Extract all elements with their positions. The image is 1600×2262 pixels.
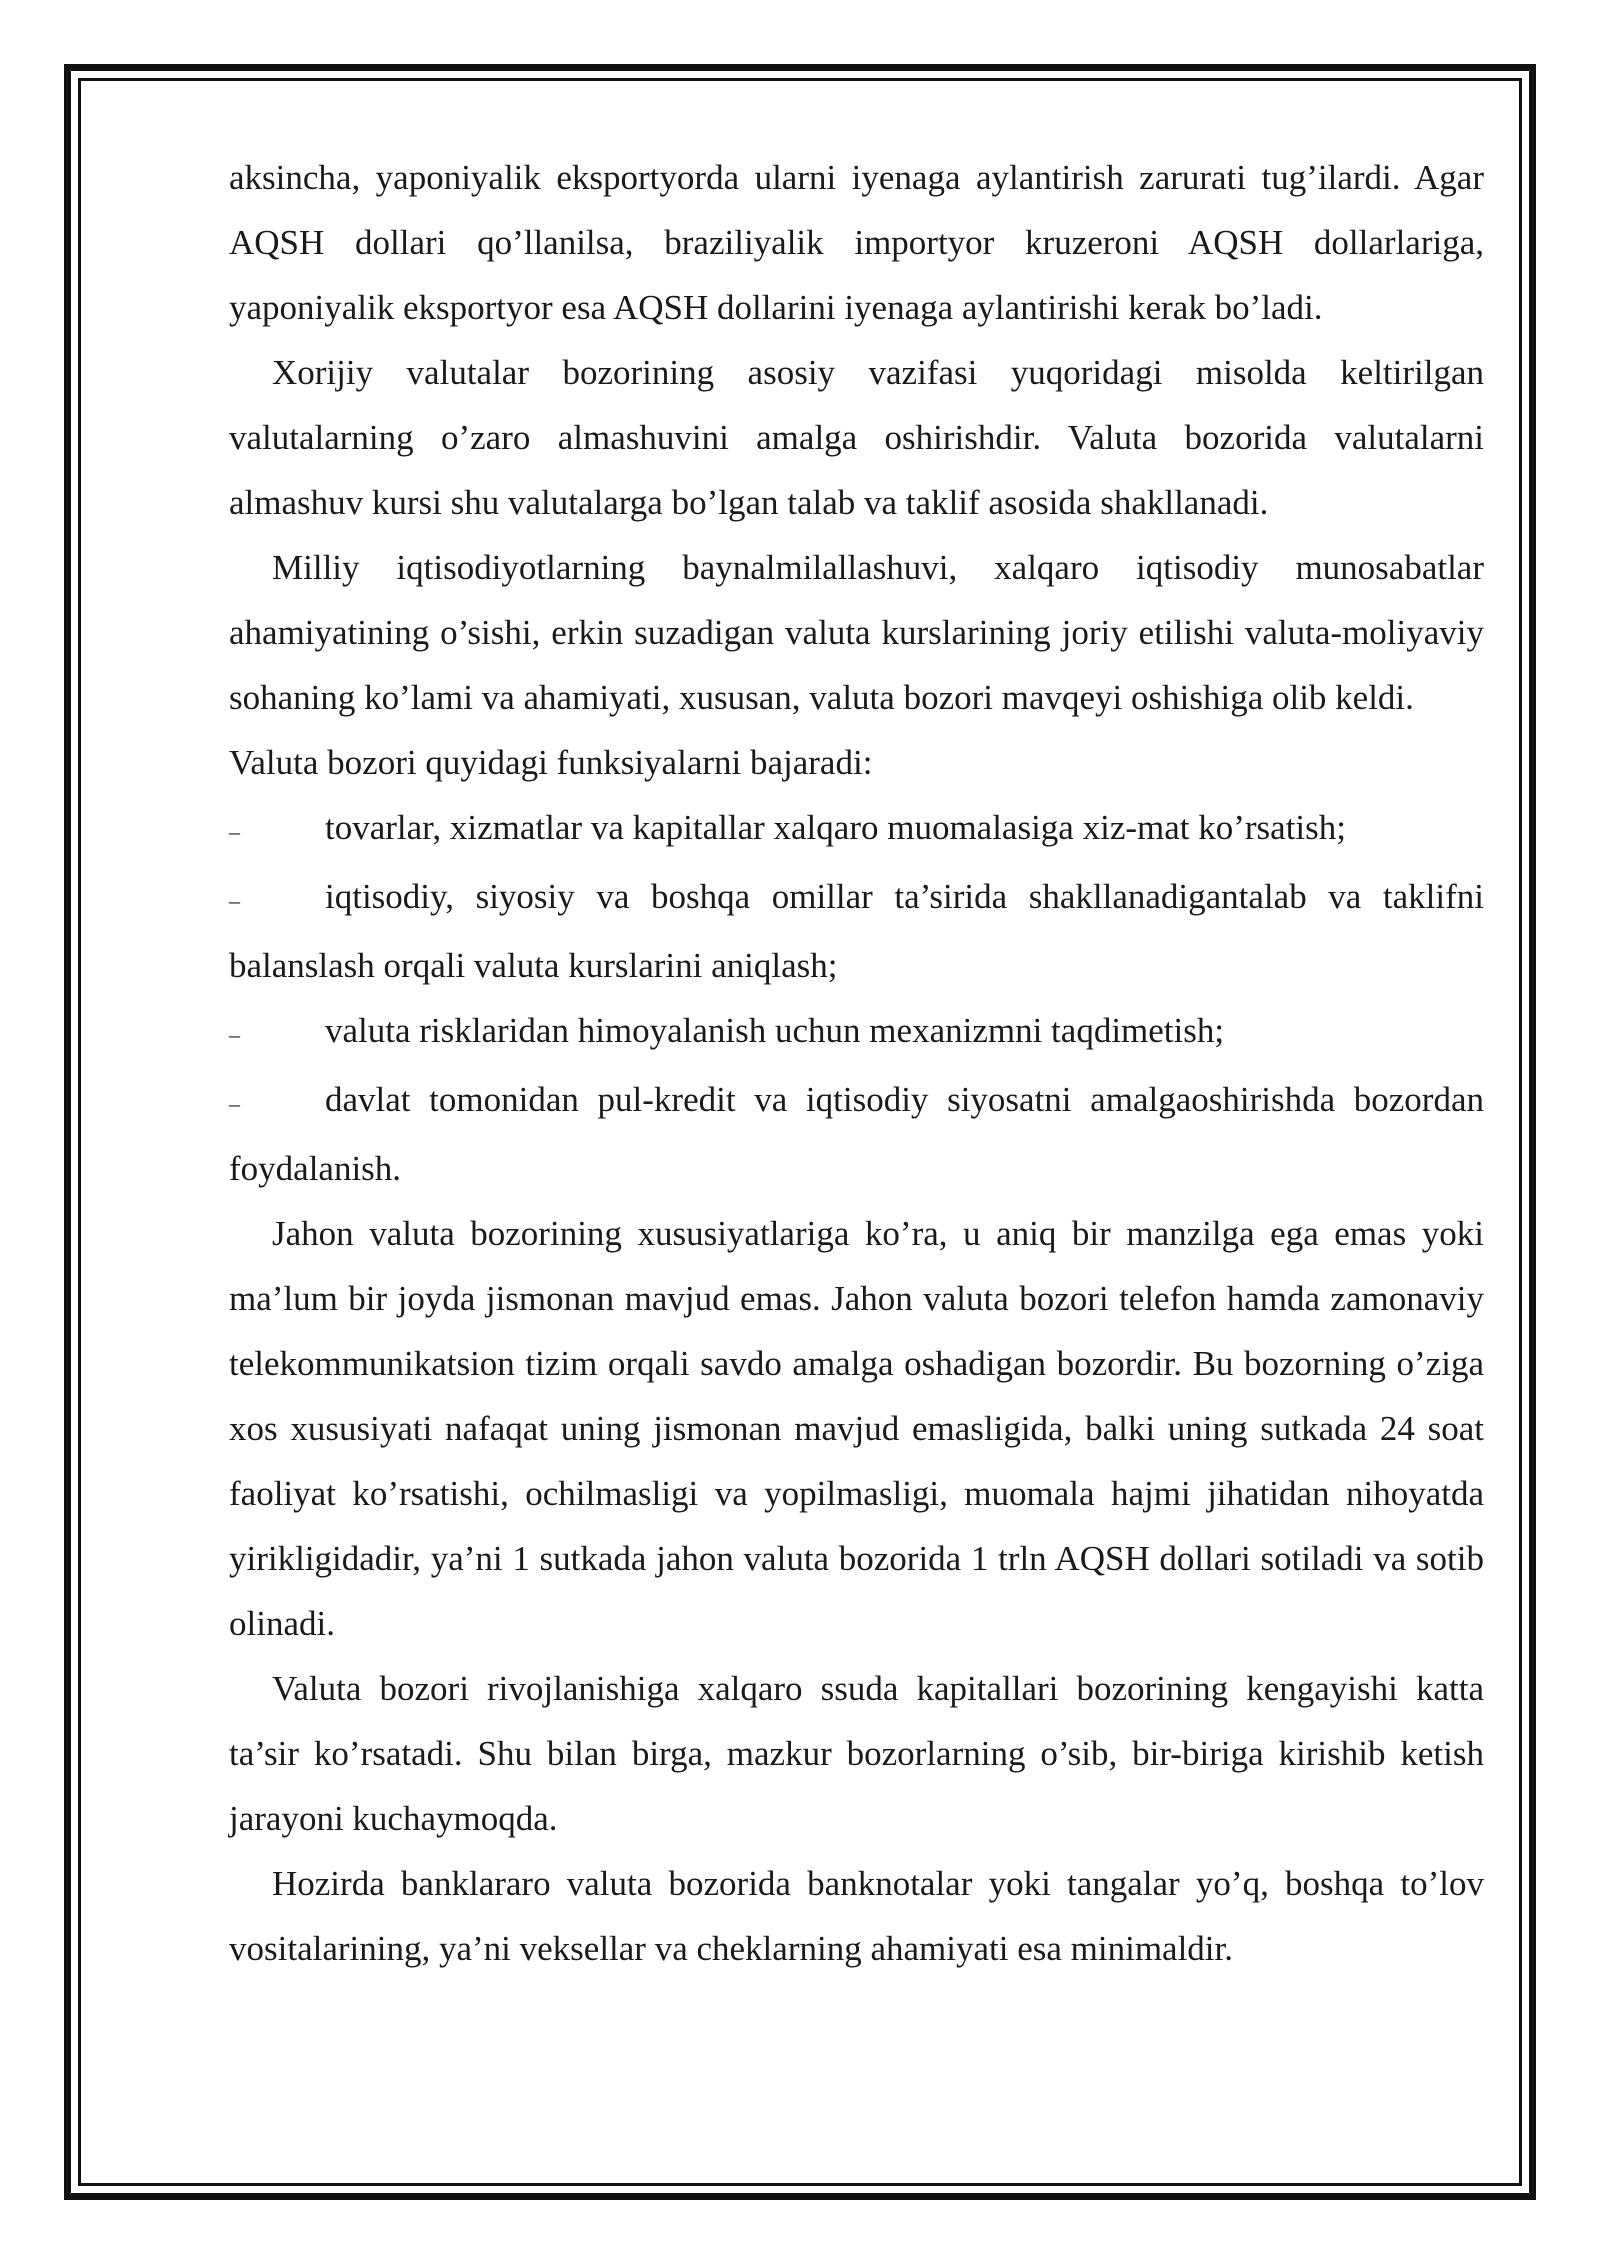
list-item bbox=[229, 1067, 1484, 1201]
list-item bbox=[229, 795, 1484, 864]
list-item-text: valuta risklaridan himoyalanish uchun mexanizmni taqdimetish; bbox=[325, 1011, 1225, 1050]
list-item bbox=[229, 998, 1484, 1067]
list-item-text: davlat tomonidan pul-kredit va iqtisodiy siyosatni amalgaoshirishda bozordan foydalanish. bbox=[229, 1080, 1484, 1188]
list-intro: Valuta bozori quyidagi funksiyalarni bajaradi: bbox=[229, 743, 873, 782]
paragraph-3: Milliy iqtisodiyotlarning baynalmilallashuvi, xalqaro iqtisodiy munosabatlar ahamiyatining o’sishi, erkin suzadigan valuta kurslarining joriy etilishi valuta-moliyaviy sohaning ko’lami va ahamiyati, xususan, valuta bozori mavqeyi oshishiga olib keldi. bbox=[229, 548, 1484, 717]
list-item-text: iqtisodiy, siyosiy va boshqa omillar ta’sirida shakllanadigantalab va taklifni balanslash orqali valuta kurslarini aniqlash; bbox=[229, 877, 1484, 985]
paragraph-2: Xorijiy valutalar bozorining asosiy vazifasi yuqoridagi misolda keltirilgan valutalarning o’zaro almashuvini amalga oshirishdir. Valuta bozorida valutalarni almashuv kursi shu valutalarga bo’lgan talab va taklif asosida shakllanadi. bbox=[229, 353, 1484, 522]
paragraph-7: Hozirda banklararo valuta bozorida banknotalar yoki tangalar yo’q, boshqa to’lov vositalarining, ya’ni veksellar va cheklarning ahamiyati esa minimaldir. bbox=[229, 1864, 1484, 1968]
dash-marker: – bbox=[229, 819, 240, 844]
paragraph-6: Valuta bozori rivojlanishiga xalqaro ssuda kapitallari bozorining kengayishi katta ta’sir ko’rsatadi. Shu bilan birga, mazkur bozorlarning o’sib, bir-biriga kirishib ketish jarayoni kuchaymoqda. bbox=[229, 1669, 1484, 1838]
list-item bbox=[229, 864, 1484, 998]
dash-marker: – bbox=[229, 1022, 240, 1047]
paragraph-1: aksincha, yaponiyalik eksportyorda ularni iyenaga aylantirish zarurati tug’ilardi. Agar AQSH dollari qo’llanilsa, braziliyalik importyor kruzeroni AQSH dollarlariga, yaponiyalik eksportyor esa AQSH dollarini iyenaga aylantirishi kerak bo’ladi. bbox=[229, 158, 1484, 327]
document-body bbox=[229, 145, 1484, 1981]
paragraph-5: Jahon valuta bozorining xususiyatlariga ko’ra, u aniq bir manzilga ega emas yoki ma’lum bir joyda jismonan mavjud emas. Jahon valuta bozori telefon hamda zamonaviy telekommunikatsion tizim orqali savdo amalga oshadigan bozordir. Bu bozorning o’ziga xos xususiyati nafaqat uning jismonan mavjud emasligida, balki uning sutkada 24 soat faoliyat ko’rsatishi, ochilmasligi va yopilmasligi, muomala hajmi jihatidan nihoyatda yirikligidadir, ya’ni 1 sutkada jahon valuta bozorida 1 trln AQSH dollari sotiladi va sotib olinadi. bbox=[229, 1214, 1484, 1643]
list-item-text: tovarlar, xizmatlar va kapitallar xalqaro muomalasiga xiz-mat ko’rsatish; bbox=[325, 808, 1346, 847]
dash-marker: – bbox=[229, 888, 240, 913]
dash-marker: – bbox=[229, 1091, 240, 1116]
